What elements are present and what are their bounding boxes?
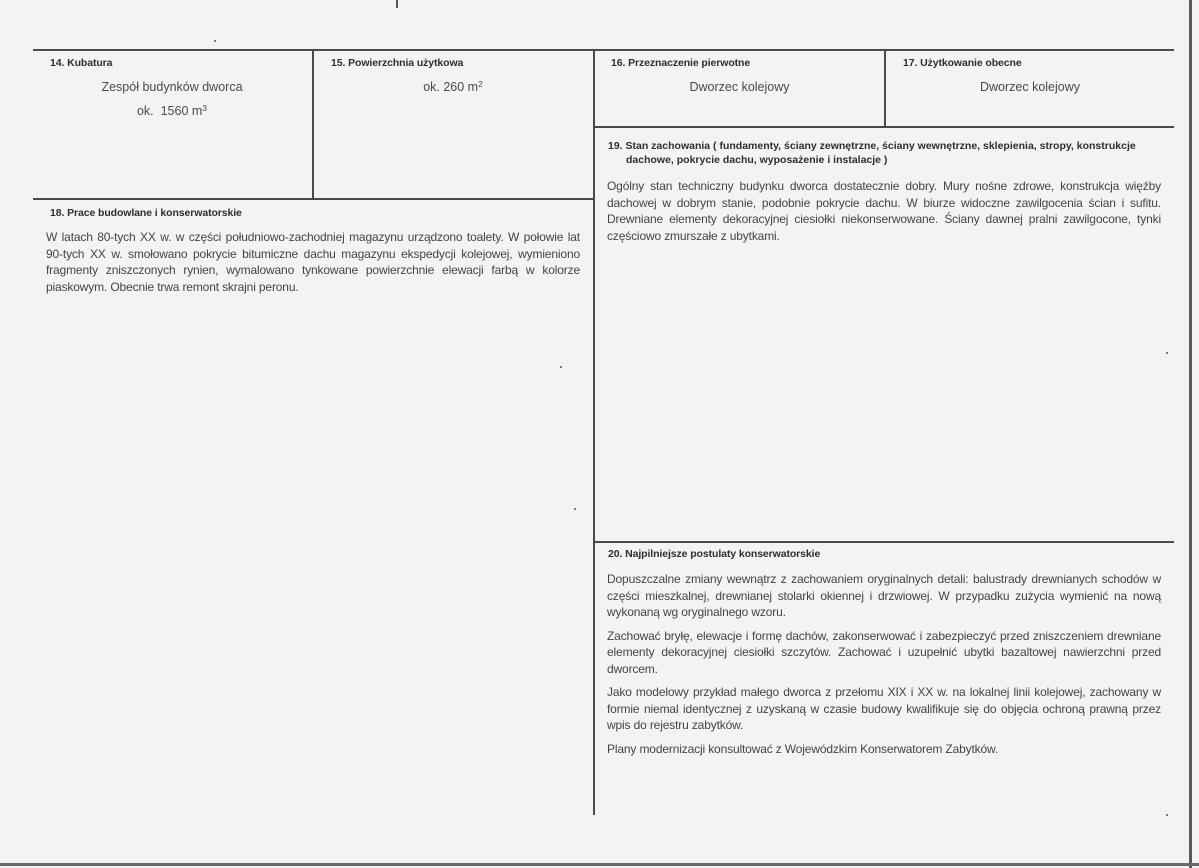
- powierzchnia-number: ok. 260 m: [423, 80, 479, 94]
- postulaty-text: [607, 571, 1161, 764]
- center-divider: [593, 49, 595, 815]
- scan-speck: [214, 40, 216, 42]
- kubatura-unit-exponent: 3: [202, 103, 208, 113]
- divider-14-15: [312, 49, 314, 199]
- postulaty-paragraph-1: Dopuszczalne zmiany wewnątrz z zachowaniem oryginalnych detali: balustrady drewnianych schodów w części mieszkalnej, drewnianej stolarki okiennej i drzwiowej. W przypadku zużycia wymienić na nową wykonaną wg oryginalnego wzoru.: [607, 572, 1161, 619]
- powierzchnia-unit-exponent: 2: [478, 79, 483, 89]
- top-crop-mark: [396, 0, 398, 8]
- kubatura-label: 14. Kubatura: [50, 57, 113, 69]
- scan-speck: [1166, 352, 1168, 354]
- postulaty-paragraph-2: Zachować bryłę, elewacje i formę dachów, zakonserwować i zabezpieczyć przed zniszczeniem drewniane elementy dekoracyjnej ciesiołki szczytów. Zachować i uzupełnić ubytki bazaltowej nawierzchni przed dworcem.: [607, 628, 1161, 676]
- right-border: [1189, 0, 1192, 868]
- powierzchnia-label: 15. Powierzchnia użytkowa: [331, 57, 464, 69]
- rule-above-20: [595, 541, 1174, 543]
- postulaty-paragraph-3: Jako modelowy przykład małego dworca z przełomu XIX i XX w. na lokalnej linii kolejowej, zachowany w formie niemal identycznej z uzyskaną w czasie budowy kwalifikuje się do objęcia ochroną prawną przez wpis do rejestru zabytków.: [607, 685, 1161, 732]
- prace-text: W latach 80-tych XX w. w części południowo-zachodniej magazynu urządzono toalety. W połowie lat 90-tych XX w. smołowano pokrycie bitumiczne dachu magazynu ekspedycji kolejowej, wymieniono fragmenty zniszczonych rynien, wymalowano tynkowane powierzchnie elewacji farbą w kolorze piaskowym. Obecnie trwa remont skrajni peronu.: [46, 230, 580, 294]
- scan-speck: [574, 508, 576, 510]
- kubatura-prefix: ok.: [136, 104, 154, 118]
- top-rule: [33, 49, 1174, 51]
- stan-text: Ogólny stan techniczny budynku dworca dostatecznie dobry. Mury nośne zdrowe, konstrukcja więźby dachowej w dobrym stanie, podobnie pokrycie dachu. W biurze widoczne zawilgocenia ścian i sufitu. Drewniane elementy dekoracyjnej ciesiołki niekonserwowane. Ściany dawnej pralni zawilgocone, tynki częściowo zmurszałe z ubytkami.: [607, 179, 1161, 243]
- rule-under-16-17: [595, 126, 1174, 128]
- uzytkowanie-label: 17. Użytkowanie obecne: [903, 57, 1022, 69]
- rule-under-14-15: [33, 198, 595, 200]
- kubatura-volume: [34, 104, 310, 118]
- przeznaczenie-value: Dworzec kolejowy: [689, 80, 790, 94]
- kubatura-number: 1560 m: [160, 104, 203, 118]
- uzytkowanie-value: Dworzec kolejowy: [979, 80, 1081, 94]
- bottom-border: [0, 863, 1199, 866]
- powierzchnia-value: [314, 80, 592, 94]
- scan-speck: [560, 366, 562, 368]
- kubatura-line1: Zespół budynków dworca: [101, 80, 243, 94]
- scan-speck: [1166, 814, 1168, 816]
- prace-label: 18. Prace budowlane i konserwatorskie: [50, 207, 242, 219]
- stan-label: 19. Stan zachowania ( fundamenty, ściany zewnętrzne, ściany wewnętrzne, sklepienia, stropy, konstrukcje dachowe, pokrycie dachu, wyposażenie i instalacje ): [608, 140, 1136, 166]
- postulaty-label: 20. Najpilniejsze postulaty konserwatorskie: [608, 548, 821, 560]
- postulaty-paragraph-4: Plany modernizacji konsultować z Wojewódzkim Konserwatorem Zabytków.: [607, 741, 999, 756]
- przeznaczenie-label: 16. Przeznaczenie pierwotne: [611, 57, 751, 69]
